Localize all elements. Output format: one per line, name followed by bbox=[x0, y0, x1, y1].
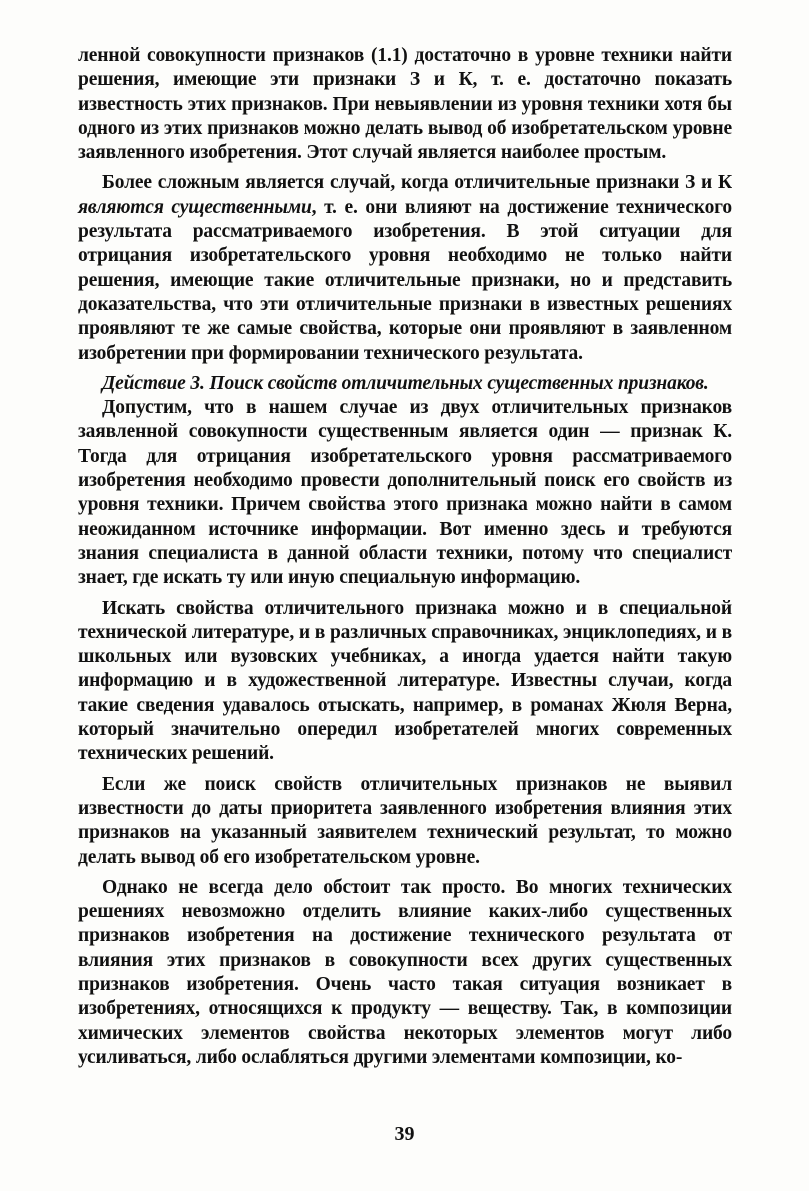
paragraph-complexity: Однако не всегда дело обстоит так просто. Во многих технических решениях невозможно отделить влияние каких-либо существенных признаков изобретения на достижение технического результата от влияния этих признаков в совокупности всех других существенных признаков изобретения. Очень часто такая ситуация возникает в изобретениях, относящихся к продукту — веществу. Так, в композиции химических элементов свойства некоторых элементов могут либо усиливаться, либо ослабляться другими элементами композиции, ко- bbox=[78, 876, 732, 1068]
action-heading: Действие 3. Поиск свойств отличительных существенных признаков. bbox=[102, 372, 709, 394]
page-number: 39 bbox=[394, 1123, 415, 1145]
paragraph-search-result: Если же поиск свойств отличительных признаков не выявил известности до даты приоритета заявленного изобретения влияния этих признаков на указанный заявителем технический результат, то можно делать вывод об его изобретательском уровне. bbox=[78, 773, 732, 868]
paragraph-continued: ленной совокупности признаков (1.1) достаточно в уровне техники найти решения, имеющие эти признаки З и К, т. е. достаточно показать известность этих признаков. При невыявлении из уровня техники хотя бы одного из этих признаков можно делать вывод об изобретательском уровне заявленного изобретения. Этот случай является наиболее простым. bbox=[78, 45, 732, 164]
paragraph-complex-case-end: , т. е. они влияют на достижение технического результата рассматриваемого изобретения. В этой ситуации для отрицания изобретательского уровня необходимо не только найти решения, имеющие такие отличительные признаки, но и представить доказательства, что эти отличительные признаки в известных решениях проявляют те же самые свойства, которые они проявляют в заявленном изобретении при формировании технического результата. bbox=[78, 196, 732, 364]
paragraph-complex-case bbox=[78, 171, 732, 365]
body-text bbox=[78, 44, 732, 1076]
emphasis-essential: являются существенными bbox=[78, 196, 312, 218]
paragraph-assumption: Допустим, что в нашем случае из двух отличительных признаков заявленной совокупности существенным является один — признак К. Тогда для отрицания изобретательского уровня рассматриваемого изобретения необходимо провести дополнительный поиск его свойств из уровня техники. Причем свойства этого признака можно найти в самом неожиданном источнике информации. Вот именно здесь и требуются знания специалиста в данной области техники, потому что специалист знает, где искать ту или иную специальную информацию. bbox=[78, 397, 732, 589]
paragraph-sources: Искать свойства отличительного признака можно и в специальной технической литературе, и в различных справочниках, энциклопедиях, и в школьных или вузовских учебниках, а иногда удается найти такую информацию и в художественной литературе. Известны случаи, когда такие сведения удавалось отыскать, например, в романах Жюля Верна, который значительно опередил изобретателей многих современных технических решений. bbox=[78, 597, 732, 765]
paragraph-complex-case-start: Более сложным является случай, когда отличительные признаки З и К bbox=[102, 172, 732, 194]
